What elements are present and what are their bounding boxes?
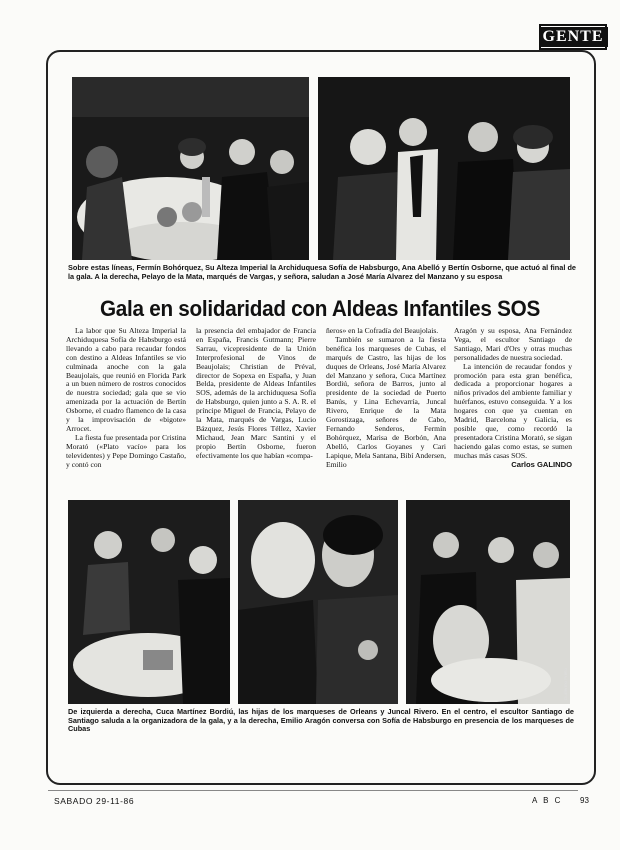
photo-credit: Guillermo Prieto — [563, 667, 568, 700]
section-label: GENTE — [539, 27, 608, 47]
article-column-1 — [66, 327, 186, 470]
article-column-4 — [454, 327, 572, 470]
article-column-2 — [196, 327, 316, 461]
footer-paper: A B C — [532, 796, 563, 805]
article-paragraph: La labor que Su Alteza Imperial la Archiduquesa Sofía de Habsburgo está llevando a cabo para recaudar fondos con destino a Aldeas Infantiles se vio culminada anoche con la gala Beaujolais, que reunió en Florida Park a un buen número de rostros conocidos de nuestra sociedad; gala que se vio amenizada por la actuación de Bertín Osborne, el cuadro flamenco de la casa y la improvisación de «bigote» Arrocet. — [66, 326, 186, 433]
bottom-photo-center — [238, 500, 398, 704]
bottom-photo-left — [68, 500, 230, 704]
top-photo-right — [318, 77, 570, 260]
article-column-3 — [326, 327, 446, 470]
bottom-photo-right — [406, 500, 570, 704]
top-photo-left — [72, 77, 309, 260]
article-paragraph: También se sumaron a la fiesta benéfica los marqueses de Cubas, el marqués de Castro, las hijas de los duques de Orleans, José María Alvarez del Manzano y señora, Cuca Martínez Bordiú, señora de Barros, junto al presidente de la sociedad de Puerto Banús, y Lina Echevarría, Juncal Rivero, Enrique de la Mata Gorostizaga, señores de Cabo, Fernando Senderos, Fermín Bohórquez, Marisa de Borbón, Ana Abelló, Carlos Goyanes y Cari Lapique, Mela Santana, Bibí Andersen, Emilio — [326, 334, 446, 469]
top-caption: Sobre estas líneas, Fermín Bohórquez, Su Alteza Imperial la Archiduquesa Sofía de Habsburgo, Ana Abelló y Bertín Osborne, que actuó al final de la gala. A la derecha, Pelayo de la Mata, marqués de Vargas, y señora, saludan a José María Alvarez del Manzano y su esposa — [68, 263, 576, 281]
footer-page-number: 93 — [580, 796, 589, 805]
footer-date: SABADO 29-11-86 — [54, 796, 135, 806]
headline: Gala en solidaridad con Aldeas Infantiles SOS — [99, 296, 541, 321]
article-paragraph: La fiesta fue presentada por Cristina Morató («Plato vacío» para los televidentes) y Pepe Domingo Castaño, y contó con — [66, 432, 186, 469]
article-paragraph: ñeros» en la Cofradía del Beaujolais. — [326, 326, 439, 335]
article-paragraph: La intención de recaudar fondos y promoción para esta gran benéfica, dedicada a proporcionar hogares a niños privados del ambiente familiar y huérfanos, estuvo conseguida. Y a los hogares con que ya cuentan en Madrid, Barcelona y Galicia, es posible que, como recordó la presentadora Cristina Morató, se sigan haciendo galas como estas, se sumen muchas más casas SOS. — [454, 361, 572, 460]
article-paragraph: Aragón y su esposa, Ana Fernández Vega, el escultor Santiago de Santiago, Mari d'Ors y otras muchas personalidades de nuestra sociedad. — [454, 326, 572, 362]
bottom-caption: De izquierda a derecha, Cuca Martínez Bordiú, las hijas de los marqueses de Orleans y Juncal Rivero. En el centro, el escultor Santiago de Santiago saluda a la organizadora de la gala, y a la derecha, Emilio Aragón conversa con Sofía de Habsburgo en presencia de los marqueses de Cubas — [68, 707, 574, 734]
footer-rule — [48, 790, 578, 791]
section-tag — [539, 24, 607, 50]
article-paragraph: la presencia del embajador de Francia en España, Francis Gutmann; Pierre Sarrau, vicepresidente de la Unión Interprofesional de Vinos de Beaujolais; Christian de Préval, director de Sopexa en España, y Juan Belda, presidente de Aldeas Infantiles SOS, además de la archiduquesa Sofía de Habsburgo, quien junto a S. A. R. el príncipe Miguel de Francia, Pelayo de la Mata, marqués de Vargas, Lucio Bázquez, Jesús Flores Téllez, Xavier Michaud, Jean Marc Santini y el propio Bertín Osborne, fueron efectivamente los que habían «compa- — [196, 326, 316, 460]
byline: Carlos GALINDO — [511, 459, 572, 469]
